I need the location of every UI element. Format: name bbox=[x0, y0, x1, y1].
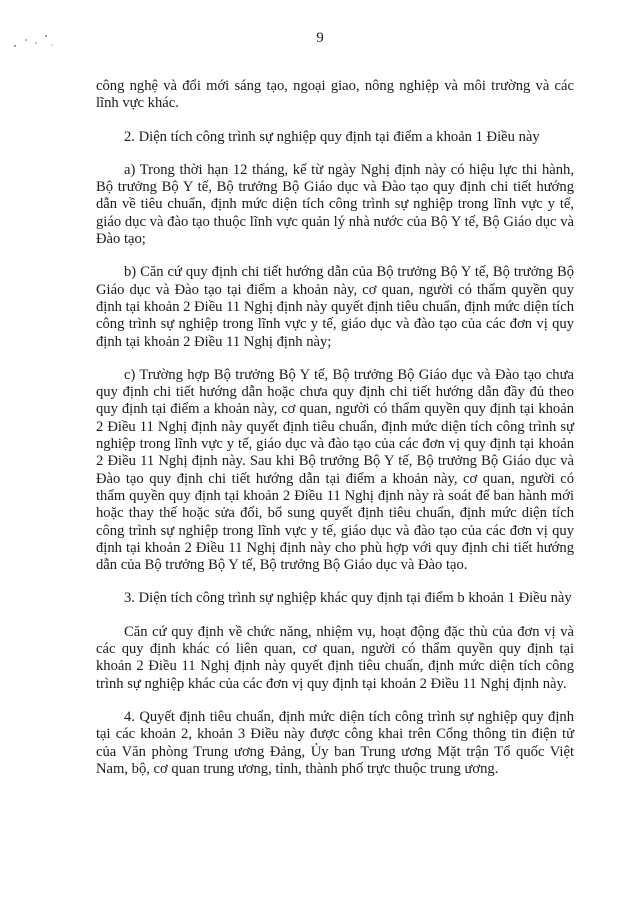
clause-2-point-b: b) Căn cứ quy định chi tiết hướng dẫn của Bộ trưởng Bộ Y tế, Bộ trưởng Bộ Giáo dục và Đào tạo tại điểm a khoản này, cơ quan, người có thẩm quyền quy định tại khoản 2 Điều 11 Nghị định này quyết định tiêu chuẩn, định mức diện tích công trình sự nghiệp trong lĩnh vực y tế, giáo dục và đào tạo của các đơn vị quy định tại khoản 2 Điều 11 Nghị định này; bbox=[96, 264, 574, 350]
page-number: 9 bbox=[316, 30, 324, 46]
clause-3-heading: 3. Diện tích công trình sự nghiệp khác quy định tại điểm b khoản 1 Điều này bbox=[124, 590, 572, 607]
clause-2-point-a: a) Trong thời hạn 12 tháng, kể từ ngày Nghị định này có hiệu lực thi hành, Bộ trưởng Bộ Y tế, Bộ trưởng Bộ Giáo dục và Đào tạo quy định chi tiết hướng dẫn về tiêu chuẩn, định mức diện tích công trình sự nghiệp trong lĩnh vực y tế, giáo dục và đào tạo thuộc lĩnh vực quản lý nhà nước của Bộ Y tế, Bộ Giáo dục và Đào tạo; bbox=[96, 161, 574, 248]
paragraph-continuation: công nghệ và đổi mới sáng tạo, ngoại giao, nông nghiệp và môi trường và các lĩnh vực khác. bbox=[96, 78, 574, 112]
clause-2-heading: 2. Diện tích công trình sự nghiệp quy định tại điểm a khoản 1 Điều này bbox=[124, 128, 540, 145]
clause-2-point-c: c) Trường hợp Bộ trưởng Bộ Y tế, Bộ trưởng Bộ Giáo dục và Đào tạo chưa quy định chi tiết hướng dẫn hoặc chưa quy định chi tiết hướng dẫn đầy đủ theo quy định tại điểm a khoản này, cơ quan, người có thẩm quyền quy định tại khoản 2 Điều 11 Nghị định này quyết định tiêu chuẩn, định mức diện tích công trình sự nghiệp trong lĩnh vực y tế, giáo dục và đào tạo của các đơn vị quy định tại khoản 2 Điều 11 Nghị định này. Sau khi Bộ trưởng Bộ Y tế, Bộ trưởng Bộ Giáo dục và Đào tạo quy định chi tiết hướng dẫn tại điểm a khoản này, cơ quan, người có thẩm quyền quy định tại khoản 2 Điều 11 Nghị định này rà soát để ban hành mới hoặc thay thế hoặc sửa đổi, bổ sung quyết định tiêu chuẩn, định mức diện tích công trình sự nghiệp trong lĩnh vực y tế, giáo dục và đào tạo của các đơn vị quy định tại khoản 2 Điều 11 Nghị định này cho phù hợp với quy định chi tiết hướng dẫn của Bộ trưởng Bộ Y tế, Bộ trưởng Bộ Giáo dục và Đào tạo. bbox=[96, 366, 574, 574]
document-body bbox=[96, 78, 574, 794]
clause-3-body: Căn cứ quy định về chức năng, nhiệm vụ, hoạt động đặc thù của đơn vị và các quy định khác có liên quan, cơ quan, người có thẩm quyền quy định tại khoản 2 Điều 11 Nghị định này quyết định tiêu chuẩn, định mức diện tích công trình sự nghiệp khác của các đơn vị quy định tại khoản 2 Điều 11 Nghị định này. bbox=[96, 623, 574, 692]
clause-4-body: 4. Quyết định tiêu chuẩn, định mức diện tích công trình sự nghiệp quy định tại các khoản 2, khoản 3 Điều này được công khai trên Cổng thông tin điện tử của Văn phòng Trung ương Đảng, Ủy ban Trung ương Mặt trận Tổ quốc Việt Nam, bộ, cơ quan trung ương, tỉnh, thành phố trực thuộc trung ương. bbox=[96, 708, 574, 777]
